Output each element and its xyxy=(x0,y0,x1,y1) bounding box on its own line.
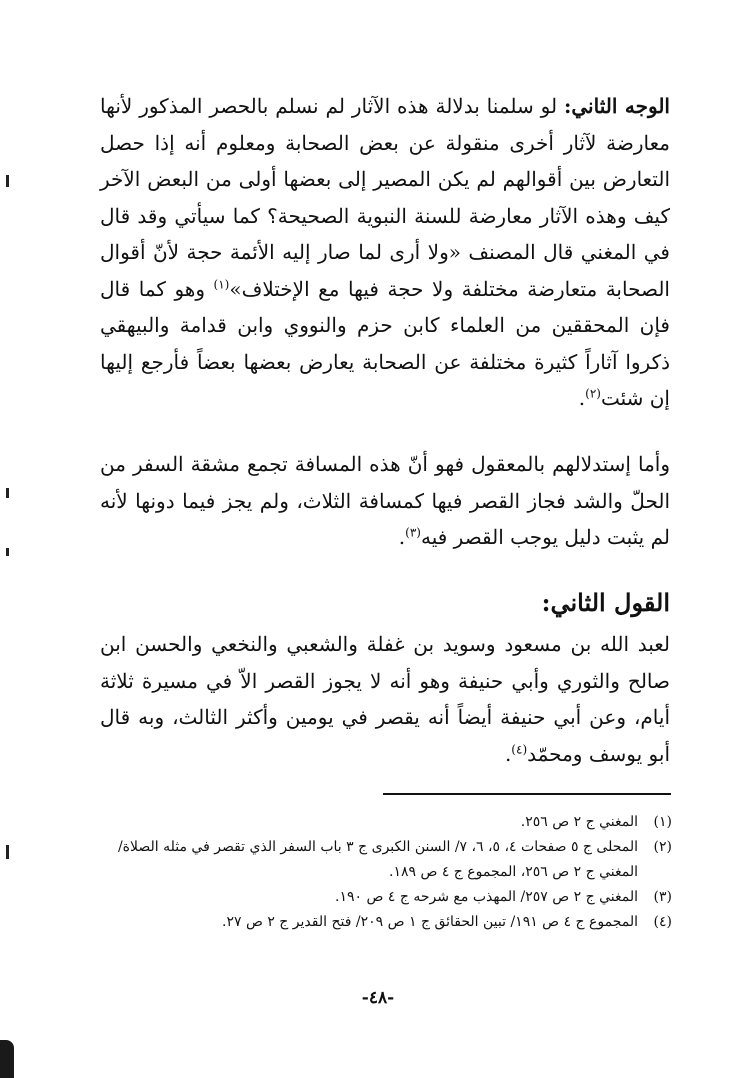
footnote-4 xyxy=(100,910,672,935)
scan-edge-mark xyxy=(6,548,9,556)
footnote-text: المحلى ج ٥ صفحات ٤، ٥، ٦، ٧/ السنن الكبرى ج ٣ باب السفر الذي تقصر في مثله الصلاة/ المغني ج ٢ ص ٢٥٦، المجموع ج ٤ ص ١٨٩. xyxy=(117,839,638,880)
footnote-ref-3[interactable]: (٣) xyxy=(405,525,421,540)
footnote-ref-1[interactable]: (١) xyxy=(213,276,230,291)
paragraph-second-opinion xyxy=(100,626,670,772)
footnote-number: (٤) xyxy=(653,914,672,930)
paragraph-lead: الوجه الثاني: xyxy=(564,94,670,118)
footnote-text: المغني ج ٢ ص ٢٥٦. xyxy=(520,814,638,830)
scan-edge-mark xyxy=(6,488,9,498)
footnote-divider xyxy=(383,793,671,795)
paragraph-text: وأما إستدلالهم بالمعقول فهو أنّ هذه المسافة تجمع مشقة السفر من الحلّ والشد فجاز القصر فيها كمسافة الثلاث، ولم يجز فيما دونها لأنه لم يثبت دليل يوجب القصر فيه xyxy=(100,452,670,549)
paragraph-end: . xyxy=(398,525,406,549)
footnote-3 xyxy=(100,885,672,910)
paragraph-text: لو سلمنا بدلالة هذه الآثار لم نسلم بالحصر المذكور لأنها معارضة لآثار أخرى منقولة عن بعض الصحابة ومعلوم أنه إذا حصل التعارض بين أقوالهم لم يكن المصير إلى بعضها أولى من البعض الآخر كيف وهذه الآثار معارضة للسنة النبوية الصحيحة؟ كما سيأتي وقد قال في المغني قال المصنف «ولا أرى لما صار إليه الأئمة حجة لأنّ أقوال الصحابة متعارضة مختلفة ولا حجة فيها مع الإختلاف» xyxy=(100,94,670,301)
footnote-1 xyxy=(100,810,672,835)
scan-edge-mark xyxy=(6,175,9,187)
paragraph-second-aspect xyxy=(100,88,670,417)
footnote-ref-2[interactable]: (٢) xyxy=(585,386,601,401)
footnote-number: (٣) xyxy=(653,889,672,905)
footnotes-list xyxy=(100,810,672,935)
footnote-number: (٢) xyxy=(653,839,672,855)
footnote-text: المغني ج ٢ ص ٢٥٧/ المهذب مع شرحه ج ٤ ص ١٩٠. xyxy=(335,889,638,905)
footnote-ref-4[interactable]: (٤) xyxy=(511,741,528,756)
scan-corner-blot xyxy=(0,1040,14,1078)
section-heading: القول الثاني: xyxy=(541,588,670,617)
paragraph-end: . xyxy=(504,741,512,766)
footnote-number: (١) xyxy=(653,814,672,830)
paragraph-text: لعبد الله بن مسعود وسويد بن غفلة والشعبي والنخعي والحسن ابن صالح والثوري وأبي حنيفة وهو أنه لا يجوز القصر الاّ في مسيرة ثلاثة أيام، وعن أبي حنيفة أيضاً أنه يقصر في يومين وأكثر الثالث، وبه قال أبو يوسف ومحمّد xyxy=(100,632,670,766)
scan-edge-mark xyxy=(6,845,9,859)
footnote-text: المجموع ج ٤ ص ١٩١/ تبين الحقائق ج ١ ص ٢٠٩/ فتح القدير ج ٢ ص ٢٧. xyxy=(222,914,638,930)
paragraph-end: . xyxy=(578,386,586,410)
paragraph-text-continued: وهو كما قال فإن المحققين من العلماء كابن حزم والنووي وابن قدامة والبيهقي ذكروا آثاراً كثيرة مختلفة عن الصحابة يعارض بعضها بعضاً فأرجع إليها إن شئت xyxy=(100,276,670,410)
footnote-2 xyxy=(100,835,672,885)
page-number: -٤٨- xyxy=(361,988,395,1008)
paragraph-rational-argument xyxy=(100,446,670,556)
